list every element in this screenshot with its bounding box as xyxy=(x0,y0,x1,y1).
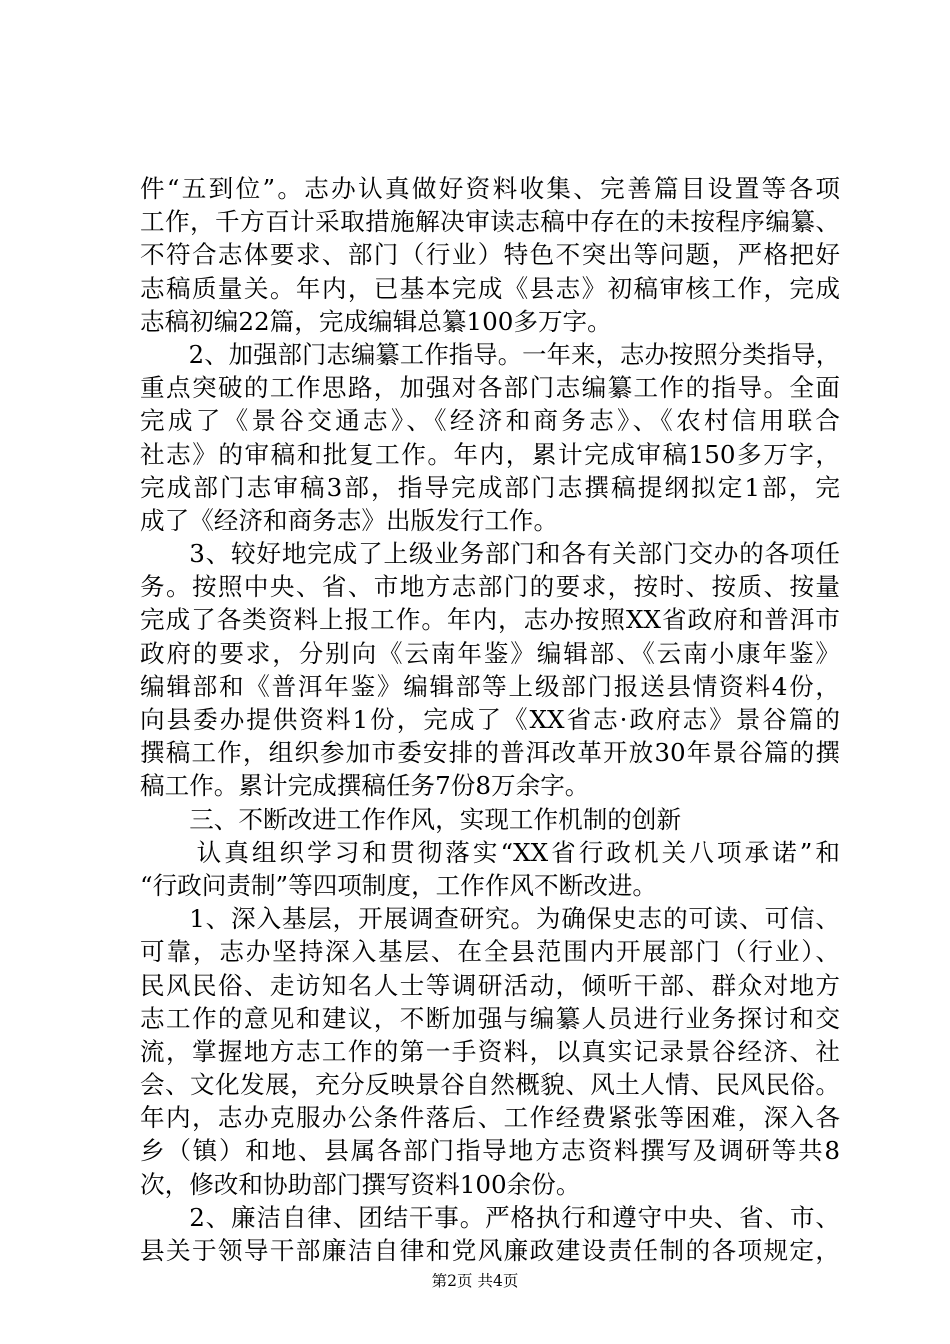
text-line: 2、廉洁自律、团结干事。严格执行和遵守中央、省、市、 xyxy=(189,1202,840,1232)
text-line: 志工作的意见和建议，不断加强与编纂人员进行业务探讨和交 xyxy=(140,1003,840,1033)
text-line: 政府的要求，分别向《云南年鉴》编辑部、《云南小康年鉴》 xyxy=(140,638,840,668)
text-line: 不符合志体要求、部门（行业）特色不突出等问题，严格把好 xyxy=(140,240,840,270)
text-line: 撰稿工作，组织参加市委安排的普洱改革开放30年景谷篇的撰 xyxy=(140,738,840,768)
text-line: 1、深入基层，开展调查研究。为确保史志的可读、可信、 xyxy=(189,904,840,934)
text-line: 编辑部和《普洱年鉴》编辑部等上级部门报送县情资料4份， xyxy=(140,671,840,701)
text-line: 完成部门志审稿3部，指导完成部门志撰稿提纲拟定1部，完 xyxy=(140,472,840,502)
text-line: 重点突破的工作思路，加强对各部门志编纂工作的指导。全面 xyxy=(140,373,840,403)
text-line: 完成了《景谷交通志》、《经济和商务志》、《农村信用联合 xyxy=(140,406,840,436)
text-line: 2、加强部门志编纂工作指导。一年来，志办按照分类指导， xyxy=(188,339,840,369)
text-line: 社志》的审稿和批复工作。年内，累计完成审稿150多万字， xyxy=(140,439,840,469)
text-line: 向县委办提供资料1份，完成了《XX省志·政府志》景谷篇的 xyxy=(140,705,840,734)
text-line: 完成了各类资料上报工作。年内，志办按照XX省政府和普洱市 xyxy=(140,605,840,635)
document-body xyxy=(140,172,840,1267)
text-line: 件“五到位”。志办认真做好资料收集、完善篇目设置等各项 xyxy=(140,174,840,203)
text-line: “行政问责制”等四项制度，工作作风不断改进。 xyxy=(140,870,658,900)
text-line: 稿工作。累计完成撰稿任务7份8万余字。 xyxy=(140,771,590,801)
text-line: 认真组织学习和贯彻落实“XX省行政机关八项承诺”和 xyxy=(196,837,840,867)
text-line: 志稿初编22篇，完成编辑总纂100多万字。 xyxy=(140,306,612,336)
text-line: 成了《经济和商务志》出版发行工作。 xyxy=(140,505,559,535)
text-line: 流，掌握地方志工作的第一手资料，以真实记录景谷经济、社 xyxy=(140,1036,840,1066)
text-line: 会、文化发展，充分反映景谷自然概貌、风土人情、民风民俗。 xyxy=(140,1070,840,1100)
text-line: 可靠，志办坚持深入基层、在全县范围内开展部门（行业）、 xyxy=(140,937,840,967)
text-line: 3、较好地完成了上级业务部门和各有关部门交办的各项任 xyxy=(189,539,840,569)
text-line: 务。按照中央、省、市地方志部门的要求，按时、按质、按量 xyxy=(140,572,840,602)
text-line: 年内，志办克服办公条件落后、工作经费紧张等困难，深入各 xyxy=(140,1103,840,1133)
text-line: 三、不断改进工作作风，实现工作机制的创新 xyxy=(189,804,682,834)
text-line: 工作，千方百计采取措施解决审读志稿中存在的未按程序编纂、 xyxy=(140,207,840,237)
text-line: 次，修改和协助部门撰写资料100余份。 xyxy=(140,1169,581,1199)
text-line: 民风民俗、走访知名人士等调研活动，倾听干部、群众对地方 xyxy=(140,970,840,1000)
text-line: 乡（镇）和地、县属各部门指导地方志资料撰写及调研等共8 xyxy=(140,1136,840,1166)
text-line: 县关于领导干部廉洁自律和党风廉政建设责任制的各项规定， xyxy=(140,1236,840,1265)
page-footer: 第2页 共4页 xyxy=(431,1272,519,1290)
text-line: 志稿质量关。年内，已基本完成《县志》初稿审核工作，完成 xyxy=(140,273,840,303)
